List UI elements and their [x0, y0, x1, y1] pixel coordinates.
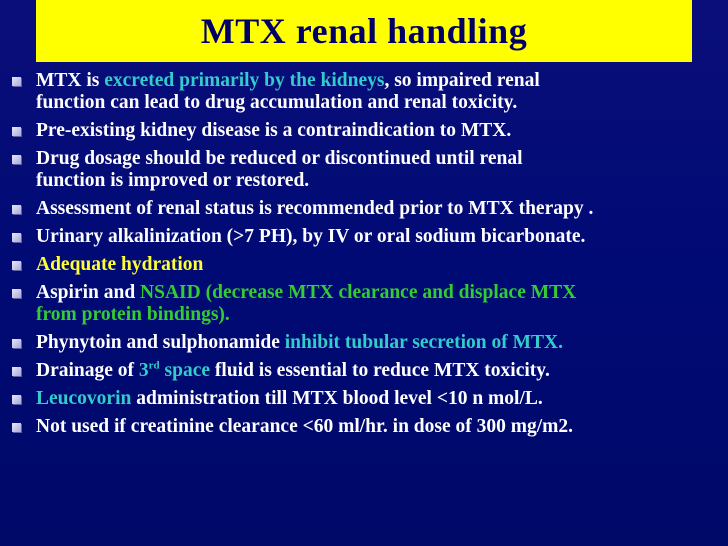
bullet-item: [10, 254, 726, 276]
bullet-item: [10, 416, 726, 438]
bullet-text: MTX is: [36, 70, 105, 91]
square-bullet-icon: [12, 339, 21, 348]
square-bullet-icon: [12, 233, 21, 242]
bullet-text: Phynytoin and sulphonamide: [36, 332, 285, 353]
highlight-text: inhibit tubular secretion of MTX.: [284, 332, 563, 353]
square-bullet-icon: [12, 155, 21, 164]
bullet-text: function is improved or restored.: [36, 170, 310, 191]
highlight-text: Adequate hydration: [36, 254, 204, 275]
highlight-text: excreted primarily by the kidneys: [104, 70, 385, 91]
highlight-text: space: [159, 360, 211, 381]
bullet-item: [10, 198, 726, 220]
bullet-item: [10, 360, 726, 382]
highlight-text: Leucovorin: [36, 388, 132, 409]
square-bullet-icon: [12, 127, 21, 136]
bullet-text: Pre-existing kidney disease is a contraindication to MTX.: [36, 120, 512, 141]
bullet-text: fluid is essential to reduce MTX toxicity.: [210, 360, 550, 381]
highlight-text: 3: [138, 360, 149, 381]
square-bullet-icon: [12, 205, 21, 214]
square-bullet-icon: [12, 77, 21, 86]
square-bullet-icon: [12, 395, 21, 404]
bullet-text: Drug dosage should be reduced or discontinued until renal: [36, 148, 523, 169]
bullet-item: [10, 332, 726, 354]
bullet-item: [10, 120, 726, 142]
bullet-text: , so impaired renal: [384, 70, 540, 91]
bullet-text: Drainage of: [36, 360, 139, 381]
bullet-item: [10, 282, 726, 326]
square-bullet-icon: [12, 261, 21, 270]
square-bullet-icon: [12, 289, 21, 298]
bullet-item: [10, 148, 726, 192]
slide-title: MTX renal handling: [200, 11, 528, 51]
bullet-text: Assessment of renal status is recommended prior to MTX therapy .: [36, 198, 594, 219]
bullet-list: [10, 70, 726, 444]
bullet-item: [10, 70, 726, 114]
square-bullet-icon: [12, 423, 21, 432]
bullet-text: Urinary alkalinization (>7 PH), by IV or oral sodium bicarbonate.: [36, 226, 586, 247]
title-banner: [36, 0, 692, 62]
highlight-text: NSAID (decrease MTX clearance and displace MTX: [140, 282, 577, 303]
bullet-text: Not used if creatinine clearance <60 ml/hr. in dose of 300 mg/m2.: [36, 416, 574, 437]
highlight-text: from protein bindings).: [36, 304, 230, 325]
bullet-item: [10, 388, 726, 410]
bullet-text: Aspirin and: [36, 282, 141, 303]
superscript-text: rd: [148, 359, 160, 372]
square-bullet-icon: [12, 367, 21, 376]
bullet-text: function can lead to drug accumulation and renal toxicity.: [36, 92, 518, 113]
bullet-text: administration till MTX blood level <10 n mol/L.: [131, 388, 543, 409]
bullet-item: [10, 226, 726, 248]
